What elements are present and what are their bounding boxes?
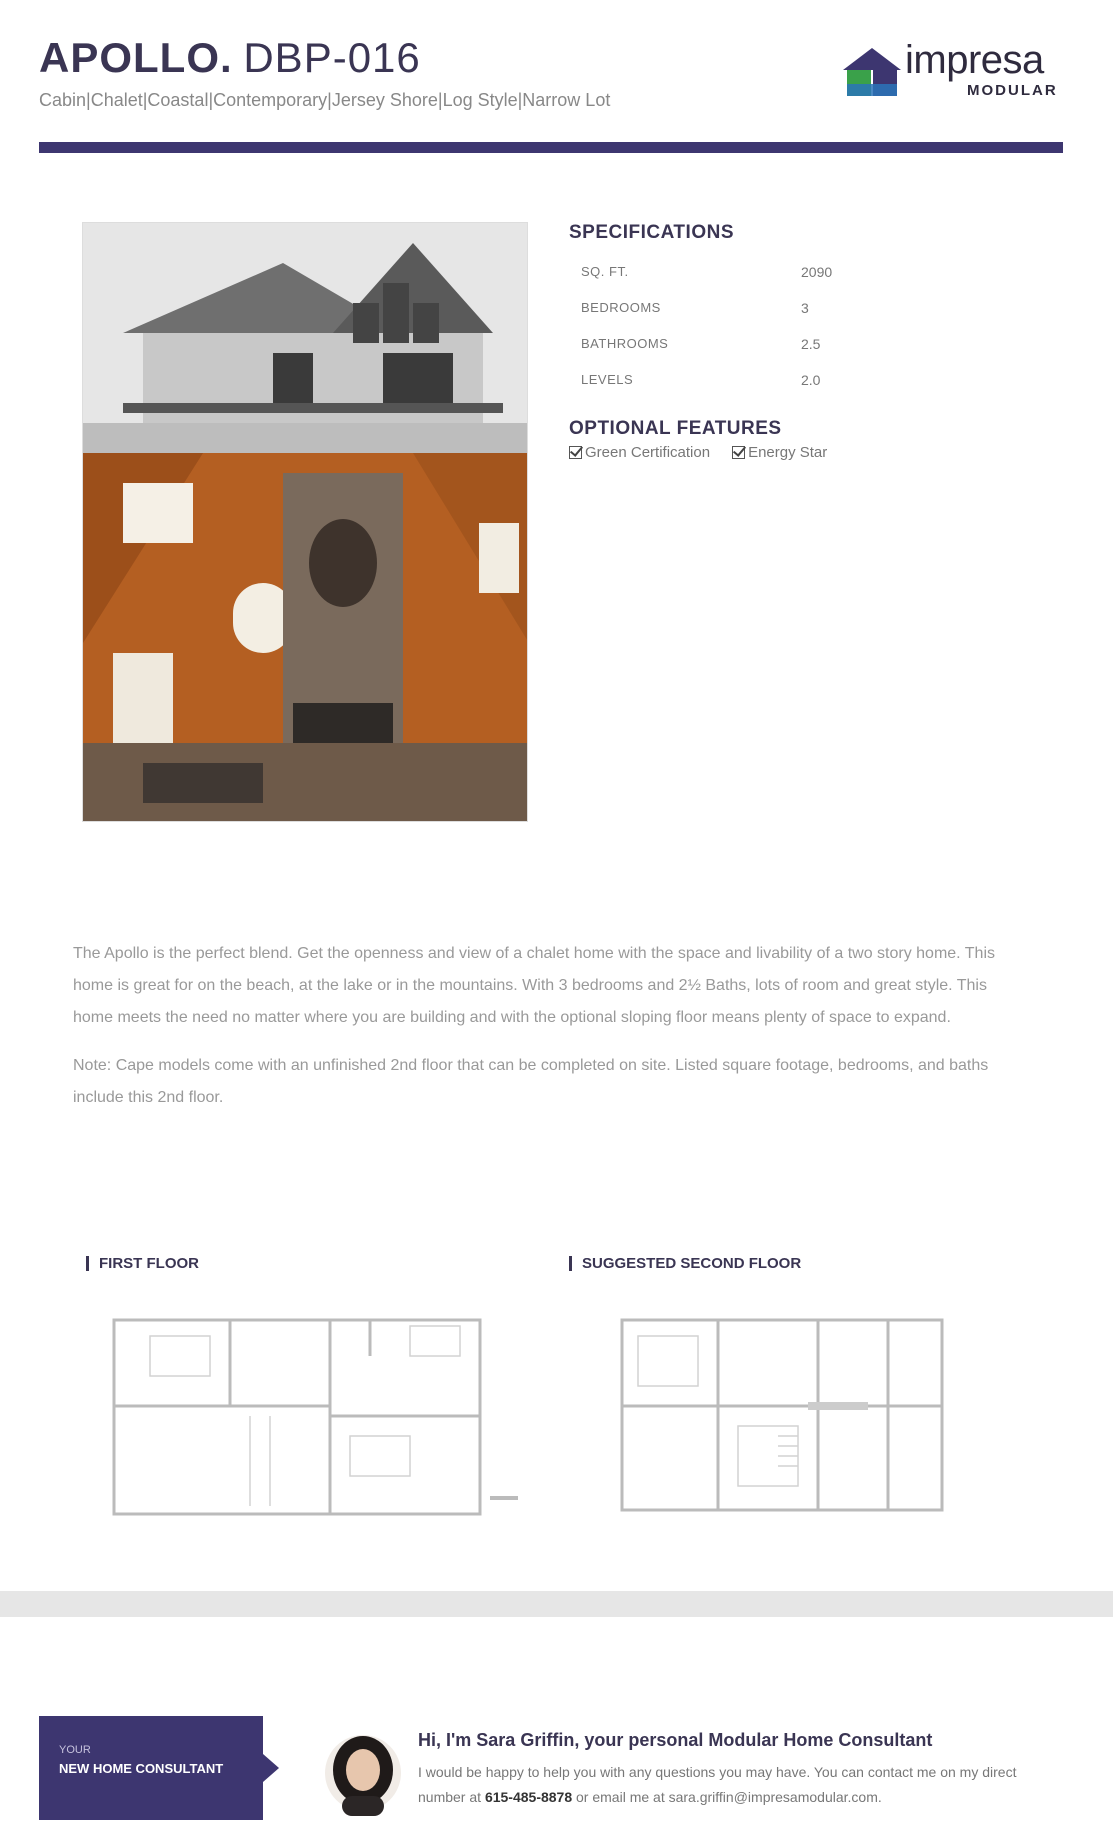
impresa-logo[interactable] xyxy=(843,40,1063,100)
optional-features-title: OPTIONAL FEATURES xyxy=(569,418,782,439)
spec-row-levels xyxy=(569,372,1049,408)
spec-row-bedrooms xyxy=(569,300,1049,336)
description xyxy=(73,938,1013,1114)
feature-label: Green Certification xyxy=(585,444,711,461)
phone-number[interactable]: 615-485-8878 xyxy=(484,1789,573,1805)
consultant-tag xyxy=(39,1716,263,1820)
optional-features-list xyxy=(569,444,1049,461)
spec-value: 2.5 xyxy=(801,336,821,352)
feature-green-certification xyxy=(569,444,710,461)
message-text-2: or email me at sara.griffin@impresamodular.com. xyxy=(572,1789,882,1805)
spec-value: 2090 xyxy=(801,264,833,280)
logo-word: impresa xyxy=(905,38,1044,82)
checked-box-icon xyxy=(569,446,582,459)
header-rule xyxy=(39,142,1063,153)
model-code: DBP-016 xyxy=(243,34,421,81)
avatar xyxy=(324,1730,402,1816)
spec-row-sqft xyxy=(569,264,1049,300)
model-title xyxy=(39,34,421,82)
spec-row-bathrooms xyxy=(569,336,1049,372)
style-tags: Cabin|Chalet|Coastal|Contemporary|Jersey Shore|Log Style|Narrow Lot xyxy=(39,90,611,110)
checked-box-icon xyxy=(732,446,745,459)
description-paragraph: The Apollo is the perfect blend. Get the openness and view of a chalet home with the space and livability of a two story home. This home is great for on the beach, at the lake or in the mountains. With 3 bedrooms and 2½ Baths, lots of room and great style. This home meets the need no matter where you are building and with the optional sloping floor means plenty of space to expand. xyxy=(73,945,996,1026)
feature-label: Energy Star xyxy=(748,444,828,461)
spec-value: 2.0 xyxy=(801,372,821,388)
consultant-message xyxy=(418,1760,1058,1810)
spec-label: BEDROOMS xyxy=(581,300,661,315)
tag-big: NEW HOME CONSULTANT xyxy=(59,1761,224,1776)
hero-photo xyxy=(82,222,528,822)
page-header xyxy=(39,34,1063,154)
tag-small: YOUR xyxy=(59,1744,91,1756)
feature-energy-star xyxy=(732,444,827,461)
consultant-headline: Hi, I'm Sara Griffin, your personal Modular Home Consultant xyxy=(418,1730,933,1750)
model-name: APOLLO xyxy=(39,34,220,81)
spec-label: BATHROOMS xyxy=(581,336,669,351)
house-logo-icon xyxy=(843,48,901,96)
spec-value: 3 xyxy=(801,300,809,316)
footer-band xyxy=(0,1591,1113,1617)
title-dot: . xyxy=(220,34,232,81)
second-floor-plan-image xyxy=(598,1296,970,1528)
specifications-table xyxy=(569,264,1049,408)
first-floor-title: FIRST FLOOR xyxy=(86,1256,199,1271)
second-floor-title: SUGGESTED SECOND FLOOR xyxy=(569,1256,801,1271)
description-note: Note: Cape models come with an unfinished 2nd floor that can be completed on site. Listed square footage, bedrooms, and baths include this 2nd floor. xyxy=(73,1057,989,1106)
first-floor-plan-image xyxy=(110,1296,522,1528)
specifications-title: SPECIFICATIONS xyxy=(569,222,734,243)
house-photo-image xyxy=(83,223,528,822)
spec-label: LEVELS xyxy=(581,372,634,387)
spec-label: SQ. FT. xyxy=(581,264,629,279)
specifications-panel xyxy=(569,222,1049,461)
logo-sub: MODULAR xyxy=(967,82,1058,99)
message-text: I would be happy to help you with any questions you may have. You can contact me on my direct number at xyxy=(418,1764,1017,1805)
